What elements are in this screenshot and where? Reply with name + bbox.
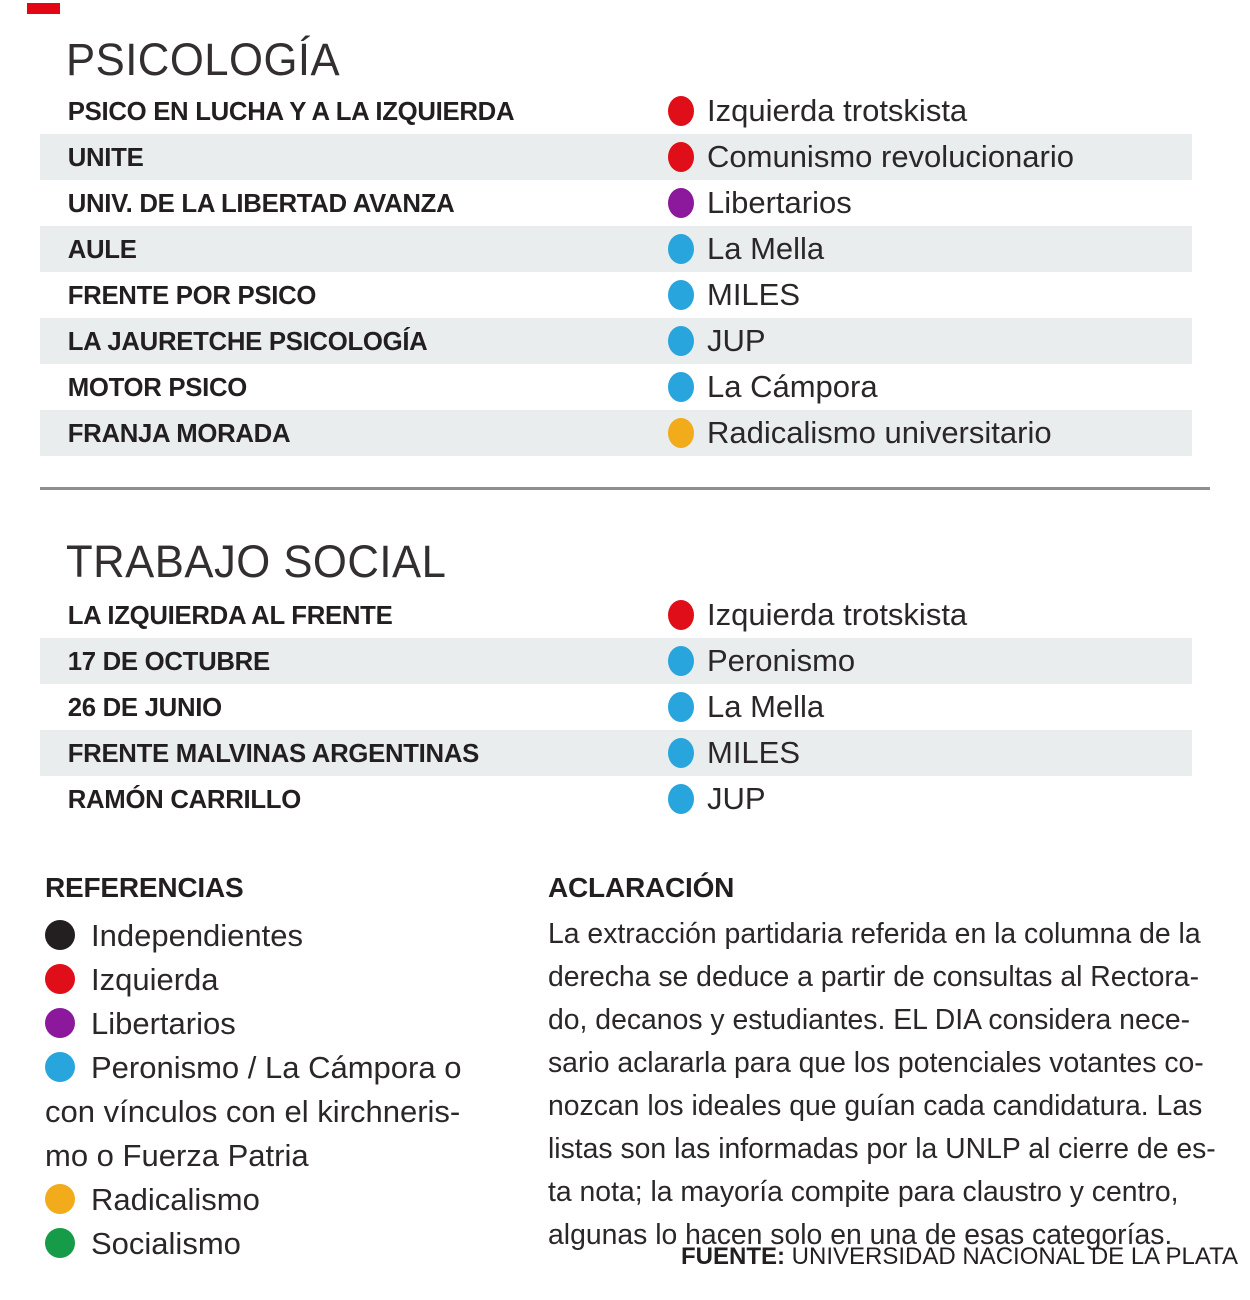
- aclaracion-line: La extracción partidaria referida en la columna de la: [548, 918, 1201, 950]
- peronismo-dot-icon: [668, 326, 694, 356]
- legend-item-independientes: [45, 914, 545, 958]
- peronismo-dot-icon: [45, 1052, 75, 1082]
- list-name: PSICO EN LUCHA Y A LA IZQUIERDA: [67, 95, 515, 126]
- table-row: [40, 776, 1192, 822]
- source-label: FUENTE:: [680, 1243, 785, 1270]
- party-cell: [668, 226, 824, 272]
- party-label: Libertarios: [707, 185, 852, 220]
- legend-item-socialismo: [45, 1222, 545, 1266]
- legend-label: Socialismo: [91, 1226, 241, 1261]
- party-cell: [668, 410, 1052, 456]
- list-name: UNIV. DE LA LIBERTAD AVANZA: [67, 187, 455, 218]
- table-row: [40, 730, 1192, 776]
- izquierda-dot-icon: [45, 964, 75, 994]
- legend-label: Izquierda: [91, 962, 219, 997]
- peronismo-dot-icon: [668, 784, 694, 814]
- table-row: [40, 88, 1192, 134]
- legend-label: Radicalismo: [91, 1182, 260, 1217]
- source-value: UNIVERSIDAD NACIONAL DE LA PLATA: [784, 1243, 1238, 1270]
- party-cell: [668, 364, 878, 410]
- list-name: LA JAURETCHE PSICOLOGÍA: [67, 325, 428, 356]
- legend-item-izquierda: [45, 958, 545, 1002]
- list-name: FRENTE MALVINAS ARGENTINAS: [67, 737, 480, 768]
- party-label: La Mella: [707, 689, 825, 724]
- source-line: [548, 1243, 1238, 1271]
- aclaracion-line: algunas lo hacen solo en una de esas categorías.: [548, 1219, 1173, 1251]
- peronismo-dot-icon: [668, 692, 694, 722]
- party-label: Radicalismo universitario: [707, 415, 1052, 450]
- aclaracion-line: do, decanos y estudiantes. EL DIA considera nece-: [548, 1004, 1191, 1036]
- list-name: UNITE: [67, 141, 144, 172]
- libertarios-dot-icon: [45, 1008, 75, 1038]
- party-label: Izquierda trotskista: [707, 93, 968, 128]
- trabajo-social-table: [40, 592, 1192, 822]
- section-divider: [40, 487, 1210, 490]
- peronismo-dot-icon: [668, 234, 694, 264]
- table-row: [40, 272, 1192, 318]
- party-label: JUP: [707, 323, 766, 358]
- aclaracion-line: ta nota; la mayoría compite para claustro y centro,: [548, 1176, 1179, 1208]
- table-row: [40, 684, 1192, 730]
- radicalismo-dot-icon: [45, 1184, 75, 1214]
- party-cell: [668, 776, 766, 822]
- list-name: 26 DE JUNIO: [67, 691, 222, 722]
- table-row: [40, 638, 1192, 684]
- list-name: FRANJA MORADA: [67, 417, 291, 448]
- table-row: [40, 226, 1192, 272]
- table-row: [40, 134, 1192, 180]
- legend-item-radicalismo: [45, 1178, 545, 1222]
- legend: [45, 914, 545, 1266]
- section-title-psicologia: PSICOLOGÍA: [66, 34, 341, 85]
- party-cell: [668, 684, 824, 730]
- peronismo-dot-icon: [668, 372, 694, 402]
- izquierda-dot-icon: [668, 600, 694, 630]
- party-cell: [668, 592, 967, 638]
- list-name: AULE: [67, 233, 137, 264]
- referencias-heading: REFERENCIAS: [45, 872, 244, 903]
- table-row: [40, 364, 1192, 410]
- section-title-trabajo-social: TRABAJO SOCIAL: [66, 536, 447, 587]
- legend-item-libertarios: [45, 1002, 545, 1046]
- list-name: FRENTE POR PSICO: [67, 279, 317, 310]
- table-row: [40, 180, 1192, 226]
- peronismo-dot-icon: [668, 738, 694, 768]
- party-cell: [668, 318, 766, 364]
- socialismo-dot-icon: [45, 1228, 75, 1258]
- party-label: JUP: [707, 781, 766, 816]
- party-cell: [668, 134, 1074, 180]
- party-label: Comunismo revolucionario: [707, 139, 1074, 174]
- list-name: RAMÓN CARRILLO: [67, 783, 301, 814]
- legend-label: Independientes: [91, 918, 304, 953]
- referencias-block: [45, 872, 545, 1266]
- legend-label: Peronismo / La Cámpora o con vínculos con el kirchneris- mo o Fuerza Patria: [45, 1050, 462, 1173]
- radicalismo-dot-icon: [668, 418, 694, 448]
- izquierda-dot-icon: [668, 96, 694, 126]
- party-label: Peronismo: [707, 643, 856, 678]
- libertarios-dot-icon: [668, 188, 694, 218]
- party-cell: [668, 638, 855, 684]
- list-name: MOTOR PSICO: [67, 371, 248, 402]
- aclaracion-line: derecha se deduce a partir de consultas al Rectora-: [548, 961, 1200, 993]
- red-corner-mark: [27, 3, 60, 14]
- aclaracion-line: nozcan los ideales que guían cada candidatura. Las: [548, 1090, 1203, 1122]
- table-row: [40, 592, 1192, 638]
- party-label: Izquierda trotskista: [707, 597, 968, 632]
- legend-label: Libertarios: [91, 1006, 236, 1041]
- party-cell: [668, 88, 967, 134]
- party-cell: [668, 730, 800, 776]
- independientes-dot-icon: [45, 920, 75, 950]
- party-cell: [668, 272, 800, 318]
- party-label: La Cámpora: [707, 369, 878, 404]
- aclaracion-line: sario aclararla para que los potenciales votantes co-: [548, 1047, 1204, 1079]
- peronismo-dot-icon: [668, 280, 694, 310]
- list-name: LA IZQUIERDA AL FRENTE: [67, 599, 393, 630]
- izquierda-dot-icon: [668, 142, 694, 172]
- party-label: La Mella: [707, 231, 825, 266]
- peronismo-dot-icon: [668, 646, 694, 676]
- party-cell: [668, 180, 852, 226]
- party-label: MILES: [707, 277, 801, 312]
- table-row: [40, 410, 1192, 456]
- aclaracion-heading: ACLARACIÓN: [548, 872, 735, 903]
- party-label: MILES: [707, 735, 801, 770]
- aclaracion-block: [548, 872, 1240, 1257]
- aclaracion-text: [548, 913, 1240, 1257]
- list-name: 17 DE OCTUBRE: [67, 645, 270, 676]
- table-row: [40, 318, 1192, 364]
- psicologia-table: [40, 88, 1192, 456]
- aclaracion-line: listas son las informadas por la UNLP al cierre de es-: [548, 1133, 1216, 1165]
- legend-item-peronismo: [45, 1046, 545, 1178]
